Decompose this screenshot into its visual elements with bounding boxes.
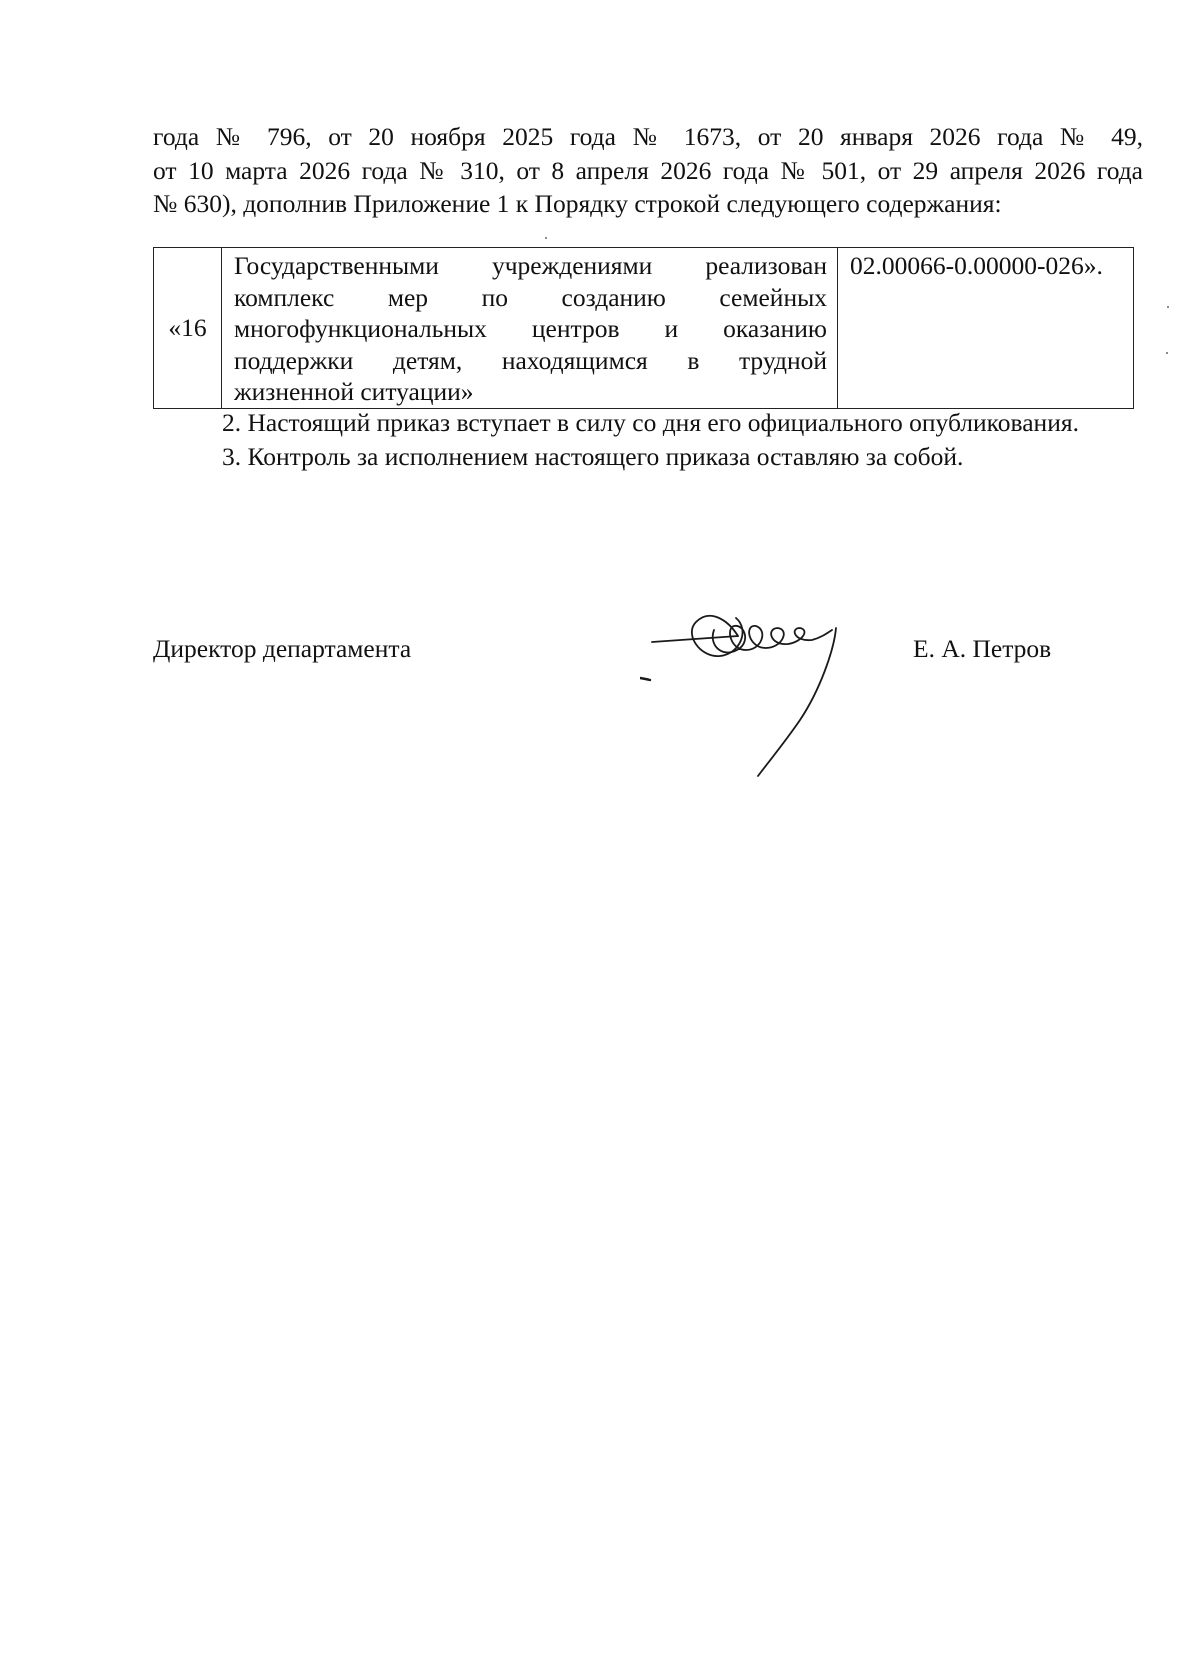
appendix-row-table (153, 247, 1134, 409)
intro-line: № 630), дополнив Приложение 1 к Порядку строкой следующего содержания: (153, 189, 1002, 218)
intro-paragraph (153, 120, 1143, 221)
row-number-cell (154, 248, 222, 409)
signatory-name: Е. А. Петров (913, 634, 1052, 663)
paragraph-2: 2. Настоящий приказ вступает в силу со дня его официального опубликования. (222, 408, 1079, 437)
row-code-cell (838, 248, 1134, 409)
scan-speck (1166, 352, 1168, 354)
row-text-line: Государственными учреждениями реализован (234, 251, 827, 280)
row-number: «16 (168, 313, 207, 342)
handwritten-signature (640, 600, 880, 800)
scan-speck (1167, 306, 1169, 308)
row-text-line: комплекс мер по созданию семейных (234, 282, 827, 312)
row-text-line: поддержки детям, находящимся в трудной (234, 345, 827, 375)
paragraph-3: 3. Контроль за исполнением настоящего приказа оставляю за собой. (222, 442, 964, 471)
row-code: 02.00066-0.00000-026». (850, 251, 1103, 280)
row-text-line: жизненной ситуации» (234, 377, 474, 406)
row-text-cell (222, 248, 838, 409)
scan-speck (545, 237, 547, 239)
intro-line: от 10 марта 2026 года № 310, от 8 апреля 2026 года № 501, от 29 апреля 2026 года (153, 155, 1143, 185)
intro-line: года № 796, от 20 ноября 2025 года № 1673, от 20 января 2026 года № 49, (153, 122, 1143, 151)
row-text-line: многофункциональных центров и оказанию (234, 314, 827, 343)
table-row (154, 248, 1134, 409)
signatory-title: Директор департамента (153, 634, 412, 663)
